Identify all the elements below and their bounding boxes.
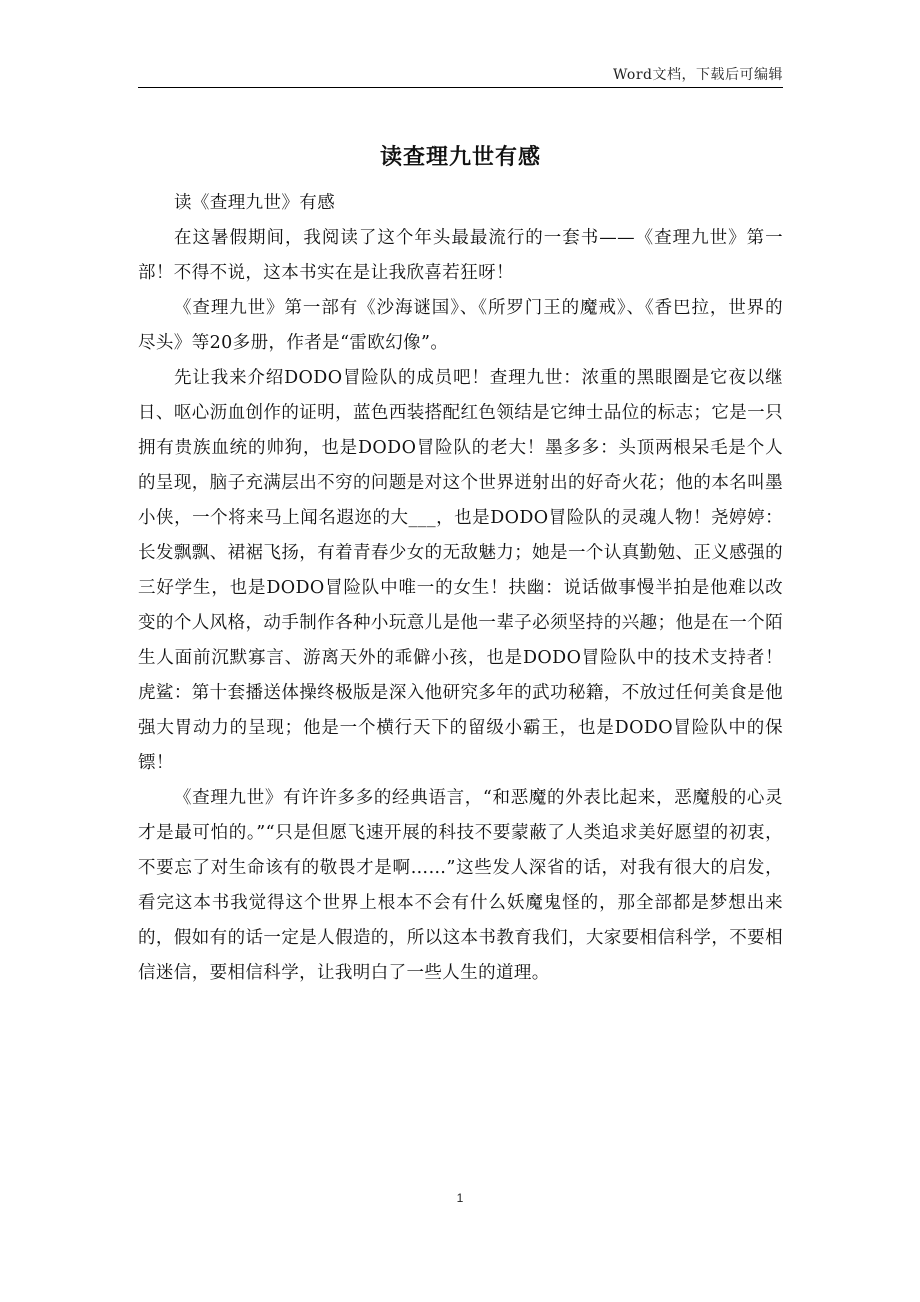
paragraph-intro: 在这暑假期间，我阅读了这个年头最最流行的一套书——《查理九世》第一部！不得不说，这本书实在是让我欣喜若狂呀！ (138, 228, 783, 283)
page-number: 1 (456, 1191, 464, 1205)
document-title: 读查理九世有感 (379, 145, 541, 170)
paragraph-subtitle: 读《查理九世》有感 (174, 193, 336, 213)
paragraph-members: 先让我来介绍DODO冒险队的成员吧！查理九世：浓重的黑眼圈是它夜以继日、呕心沥血创作的证明，蓝色西装搭配红色领结是它绅士品位的标志；它是一只拥有贵族血统的帅狗，也是DODO冒险队的老大！墨多多：头顶两根呆毛是个人的呈现，脑子充满层出不穷的问题是对这个世界迸射出的好奇火花；他的本名叫墨小侠，一个将来马上闻名遐迩的大___，也是DODO冒险队的灵魂人物！尧婷婷：长发飘飘、裙裾飞扬，有着青春少女的无敌魅力；她是一个认真勤勉、正义感强的三好学生，也是DODO冒险队中唯一的女生！扶幽：说话做事慢半拍是他难以改变的个人风格，动手制作各种小玩意儿是他一辈子必须坚持的兴趣；他是在一个陌生人面前沉默寡言、游离天外的乖僻小孩，也是DODO冒险队中的技术支持者！虎鲨：第十套播送体操终极版是深入他研究多年的武功秘籍，不放过任何美食是他强大胃动力的呈现；他是一个横行天下的留级小霸王，也是DODO冒险队中的保镖！ (138, 368, 783, 773)
header-divider (138, 87, 783, 88)
paragraph-conclusion: 《查理九世》有许许多多的经典语言，“和恶魔的外表比起来，恶魔般的心灵才是最可怕的。”“只是但愿飞速开展的科技不要蒙蔽了人类追求美好愿望的初衷，不要忘了对生命该有的敬畏才是啊……”这些发人深省的话，对我有很大的启发，看完这本书我觉得这个世界上根本不会有什么妖魔鬼怪的，那全部都是梦想出来的，假如有的话一定是人假造的，所以这本书教育我们，大家要相信科学，不要相信迷信，要相信科学，让我明白了一些人生的道理。 (138, 788, 783, 983)
paragraph-books: 《查理九世》第一部有《沙海谜国》、《所罗门王的魔戒》、《香巴拉，世界的尽头》等20多册，作者是“雷欧幻像”。 (138, 298, 783, 353)
page-header: Word文档，下载后可编辑 (612, 67, 783, 83)
document-body (138, 186, 783, 991)
